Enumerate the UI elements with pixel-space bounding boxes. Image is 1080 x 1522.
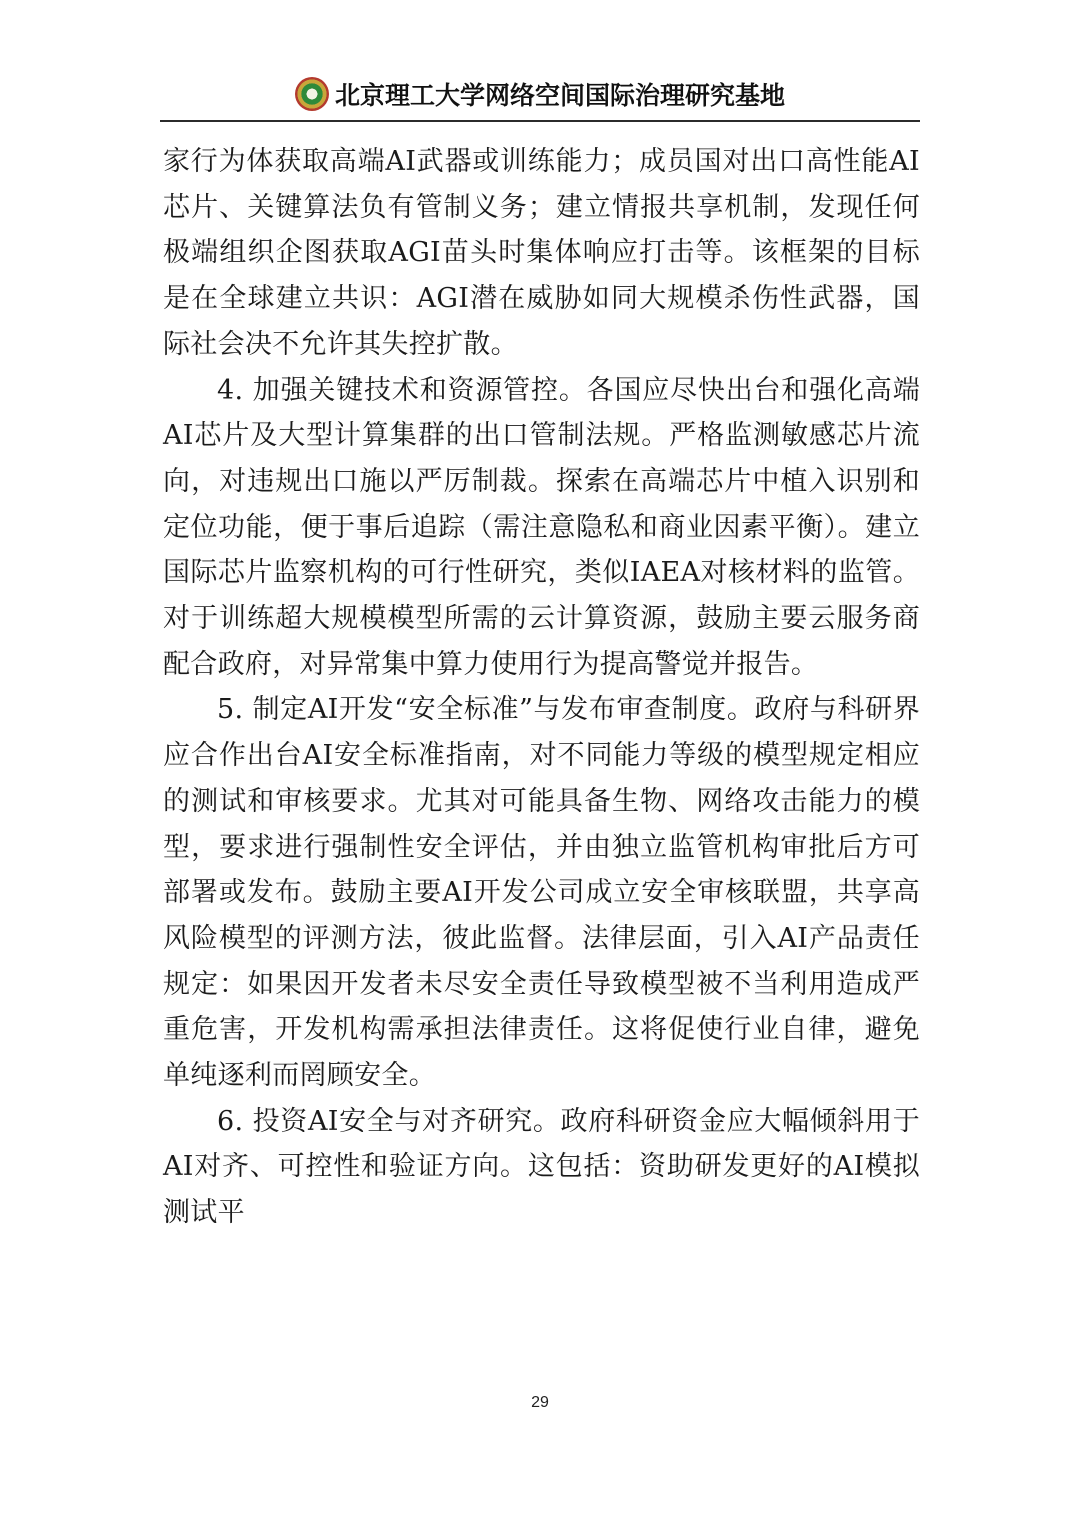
university-logo-icon — [295, 77, 329, 111]
paragraph-item-5: 5. 制定AI开发“安全标准”与发布审查制度。政府与科研界应合作出台AI安全标准指南，对不同能力等级的模型规定相应的测试和审核要求。尤其对可能具备生物、网络攻击能力的模型，要求进行强制性安全评估，并由独立监管机构审批后方可部署或发布。鼓励主要AI开发公司成立安全审核联盟，共享高风险模型的评测方法，彼此监督。法律层面，引入AI产品责任规定：如果因开发者未尽安全责任导致模型被不当利用造成严重危害，开发机构需承担法律责任。这将促使行业自律，避免单纯逐利而罔顾安全。 — [163, 694, 920, 1092]
paragraph-item-6: 6. 投资AI安全与对齐研究。政府科研资金应大幅倾斜用于AI对齐、可控性和验证方向。这包括：资助研发更好的AI模拟测试平 — [163, 1105, 920, 1229]
document-body — [163, 139, 920, 1236]
paragraph-item-4: 4. 加强关键技术和资源管控。各国应尽快出台和强化高端AI芯片及大型计算集群的出口管制法规。严格监测敏感芯片流向，对违规出口施以严厉制裁。探索在高端芯片中植入识别和定位功能，便于事后追踪（需注意隐私和商业因素平衡）。建立国际芯片监察机构的可行性研究，类似IAEA对核材料的监管。对于训练超大规模模型所需的云计算资源，鼓励主要云服务商配合政府，对异常集中算力使用行为提高警觉并报告。 — [163, 374, 920, 680]
header-divider — [160, 120, 920, 122]
page-number: 29 — [531, 1394, 549, 1411]
page-header — [160, 68, 920, 120]
paragraph-continuation: 家行为体获取高端AI武器或训练能力；成员国对出口高性能AI芯片、关键算法负有管制义务；建立情报共享机制，发现任何极端组织企图获取AGI苗头时集体响应打击等。该框架的目标是在全球建立共识：AGI潜在威胁如同大规模杀伤性武器，国际社会决不允许其失控扩散。 — [163, 146, 920, 360]
header-title: 北京理工大学网络空间国际治理研究基地 — [334, 81, 785, 110]
